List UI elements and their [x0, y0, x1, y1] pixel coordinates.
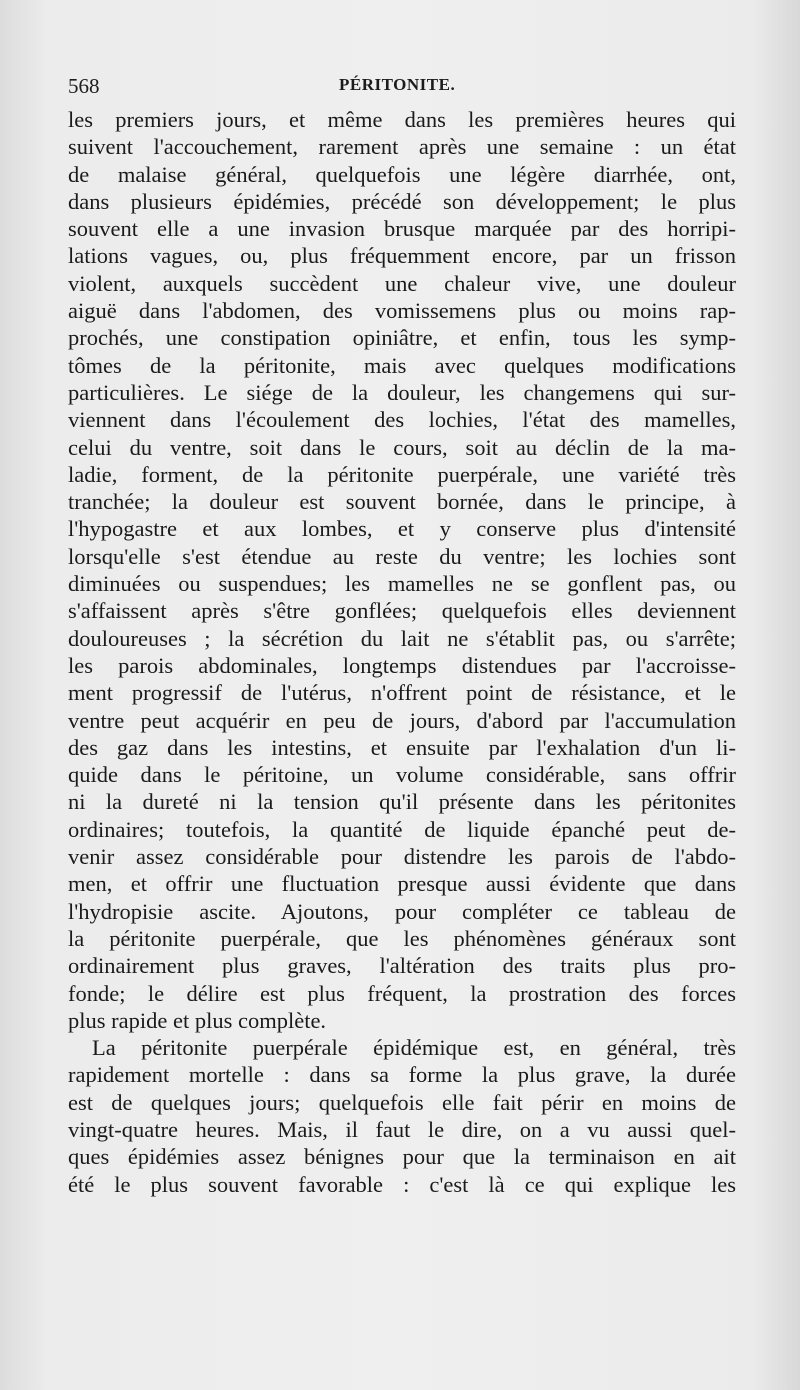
text-line: ques épidémies assez bénignes pour que la terminaison en ait [68, 1144, 736, 1170]
text-line: été le plus souvent favorable : c'est là ce qui explique les [68, 1171, 736, 1197]
text-line: est de quelques jours; quelquefois elle fait périr en moins de [68, 1089, 736, 1115]
text-line: ment progressif de l'utérus, n'offrent point de résistance, et le [68, 680, 736, 706]
text-line: l'hydropisie ascite. Ajoutons, pour compléter ce tableau de [68, 898, 736, 924]
text-line: prochés, une constipation opiniâtre, et enfin, tous les symp- [68, 325, 736, 351]
text-line: diminuées ou suspendues; les mamelles ne se gonflent pas, ou [68, 571, 736, 597]
paragraph [68, 106, 736, 1034]
text-line: suivent l'accouchement, rarement après une semaine : un état [68, 134, 736, 160]
text-line: celui du ventre, soit dans le cours, soit au déclin de la ma- [68, 434, 736, 460]
text-line: violent, auxquels succèdent une chaleur vive, une douleur [68, 270, 736, 296]
text-line: lorsqu'elle s'est étendue au reste du ventre; les lochies sont [68, 543, 736, 569]
text-line: la péritonite puerpérale, que les phénomènes généraux sont [68, 925, 736, 951]
text-line: rapidement mortelle : dans sa forme la plus grave, la durée [68, 1062, 736, 1088]
text-line: souvent elle a une invasion brusque marquée par des horripi- [68, 216, 736, 242]
text-line: s'affaissent après s'être gonflées; quelquefois elles deviennent [68, 598, 736, 624]
text-line: La péritonite puerpérale épidémique est, en général, très [92, 1035, 736, 1061]
body-text [68, 106, 736, 1198]
text-line: fonde; le délire est plus fréquent, la prostration des forces [68, 980, 736, 1006]
page-number: 568 [68, 74, 100, 98]
text-line: ordinaires; toutefois, la quantité de liquide épanché peut de- [68, 816, 736, 842]
running-title: PÉRITONITE. [339, 75, 456, 94]
text-line: ladie, forment, de la péritonite puerpérale, une variété très [68, 461, 736, 487]
text-line: des gaz dans les intestins, et ensuite par l'exhalation d'un li- [68, 734, 736, 760]
text-line: ventre peut acquérir en peu de jours, d'abord par l'accumulation [68, 707, 736, 733]
text-line: dans plusieurs épidémies, précédé son développement; le plus [68, 188, 736, 214]
text-line: tômes de la péritonite, mais avec quelques modifications [68, 352, 736, 378]
text-line: l'hypogastre et aux lombes, et y conserve plus d'intensité [68, 516, 736, 542]
paragraph [68, 1034, 736, 1198]
text-line: les premiers jours, et même dans les premières heures qui [68, 107, 736, 132]
text-line: quide dans le péritoine, un volume considérable, sans offrir [68, 762, 736, 788]
text-line: de malaise général, quelquefois une légère diarrhée, ont, [68, 161, 736, 187]
text-line: les parois abdominales, longtemps distendues par l'accroisse- [68, 652, 736, 678]
text-line: venir assez considérable pour distendre les parois de l'abdo- [68, 844, 736, 870]
text-line: aiguë dans l'abdomen, des vomissemens plus ou moins rap- [68, 298, 736, 324]
text-line: tranchée; la douleur est souvent bornée, dans le principe, à [68, 489, 736, 515]
page-header [68, 74, 736, 100]
text-line: plus rapide et plus complète. [68, 1007, 327, 1033]
text-line: ni la dureté ni la tension qu'il présente dans les péritonites [68, 789, 736, 815]
text-line: lations vagues, ou, plus fréquemment encore, par un frisson [68, 243, 736, 269]
text-line: men, et offrir une fluctuation presque aussi évidente que dans [68, 871, 736, 897]
text-line: viennent dans l'écoulement des lochies, l'état des mamelles, [68, 407, 736, 433]
text-line: douloureuses ; la sécrétion du lait ne s'établit pas, ou s'arrête; [68, 625, 736, 651]
text-line: particulières. Le siége de la douleur, les changemens qui sur- [68, 379, 736, 405]
text-line: vingt-quatre heures. Mais, il faut le dire, on a vu aussi quel- [68, 1116, 736, 1142]
text-line: ordinairement plus graves, l'altération des traits plus pro- [68, 953, 736, 979]
